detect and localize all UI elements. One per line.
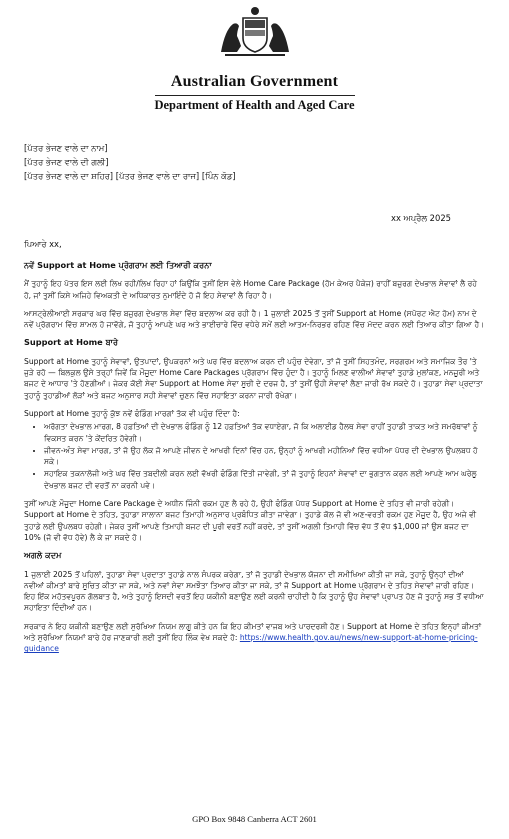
coat-of-arms-icon — [215, 6, 295, 56]
list-item: • ਸਹਾਇਕ ਤਕਨਾਲੋਜੀ ਅਤੇ ਘਰ ਵਿੱਚ ਤਬਦੀਲੀ ਕਰਨ ਲਈ ਵੱਖਰੀ ਫੰਡਿੰਗ ਦਿੱਤੀ ਜਾਵੇਗੀ, ਤਾਂ ਜੋ ਤੁਹਾਨੂੰ ਇਹਨਾਂ ਸੇਵਾਵਾਂ ਦਾ ਭੁਗਤਾਨ ਕਰਨ ਲਈ ਆਪਣੇ ਆਮ ਘਰੇਲੂ ਦੇਖਭਾਲ ਬਜਟ ਦੀ ਵਰਤੋਂ ਨਾ ਕਰਨੀ ਪਵੇ। — [44, 468, 486, 491]
letter-body — [24, 260, 486, 655]
list-item: • ਅਰੋਗਤਾ ਦੇਖਭਾਲ ਮਾਰਗ, 8 ਹਫ਼ਤਿਆਂ ਦੀ ਦੇਖਭਾਲ ਫੰਡਿੰਗ ਨੂੰ 12 ਹਫ਼ਤਿਆਂ ਤੱਕ ਵਧਾਏਗਾ, ਜੋ ਕਿ ਅਲਾਈਡ ਹੈਲਥ ਸੇਵਾ ਰਾਹੀਂ ਤੁਹਾਡੀ ਤਾਕਤ ਅਤੇ ਸਮਰੱਥਾਵਾਂ ਨੂੰ ਵਿਕਸਤ ਕਰਨ 'ਤੇ ਕੇਂਦਰਿਤ ਹੋਵੇਗੀ। — [44, 421, 486, 444]
funding-pathways-list — [24, 421, 486, 491]
section-heading-about: Support at Home ਬਾਰੇ — [24, 337, 119, 348]
letterhead-rule — [155, 95, 355, 96]
paragraph: Support at Home ਤੁਹਾਨੂੰ ਕੁੱਝ ਨਵੇਂ ਫੰਡਿੰਗ ਮਾਰਗਾਂ ਤੱਕ ਵੀ ਪਹੁੰਚ ਦਿੰਦਾ ਹੈ: — [24, 408, 240, 418]
address-line: [ਪੱਤਰ ਭੇਜਣ ਵਾਲੇ ਦਾ ਸ਼ਹਿਰ] [ਪੱਤਰ ਭੇਜਣ ਵਾਲੇ ਦਾ ਰਾਜ] [ਪਿੰਨ ਕੋਡ] — [24, 171, 236, 181]
paragraph: ਮੈਂ ਤੁਹਾਨੂੰ ਇਹ ਪੱਤਰ ਇਸ ਲਈ ਲਿਖ ਰਹੀ/ਲਿਖ ਰਿਹਾ ਹਾਂ ਕਿਉਂਕਿ ਤੁਸੀਂ ਇਸ ਵੇਲੇ Home Care Package (ਹੋਮ ਕੇਅਰ ਪੈਕੇਜ) ਰਾਹੀਂ ਬਜ਼ੁਰਗ ਦੇਖਭਾਲ ਸੇਵਾਵਾਂ ਲੈ ਰਹੇ ਹੋ, ਜਾਂ ਤੁਸੀਂ ਕਿਸੇ ਅਜਿਹੇ ਵਿਅਕਤੀ ਦੇ ਅਧਿਕਾਰਤ ਨੁਮਾਇੰਦੇ ਹੋ ਜੋ ਇਹ ਸੇਵਾਵਾਂ ਲੈ ਰਿਹਾ ਹੈ। — [24, 279, 478, 300]
recipient-address — [24, 141, 236, 183]
department-name: Department of Health and Aged Care — [154, 98, 355, 112]
letter-title: ਨਵੇਂ Support at Home ਪ੍ਰੋਗਰਾਮ ਲਈ ਤਿਆਰੀ ਕਰਨਾ — [24, 260, 212, 270]
paragraph — [24, 621, 486, 655]
address-line: [ਪੱਤਰ ਭੇਜਣ ਵਾਲੇ ਦੀ ਗਲੀ] — [24, 157, 109, 167]
paragraph: Support at Home ਤੁਹਾਨੂੰ ਸੇਵਾਵਾਂ, ਉਤਪਾਦਾਂ, ਉਪਕਰਨਾਂ ਅਤੇ ਘਰ ਵਿੱਚ ਬਦਲਾਅ ਕਰਨ ਦੀ ਪਹੁੰਚ ਦੇਵੇਗਾ, ਤਾਂ ਜੋ ਤੁਸੀਂ ਸਿਹਤਮੰਦ, ਸਰਗਰਮ ਅਤੇ ਸਮਾਜਿਕ ਤੌਰ 'ਤੇ ਜੁੜੇ ਰਹੋ — ਬਿਲਕੁਲ ਉਸੇ ਤਰ੍ਹਾਂ ਜਿਵੇਂ ਕਿ ਮੌਜੂਦਾ Home Care Packages ਪ੍ਰੋਗਰਾਮ ਵਿੱਚ ਹੁੰਦਾ ਹੈ। ਤੁਹਾਨੂੰ ਮਿਲਣ ਵਾਲੀਆਂ ਸੇਵਾਵਾਂ ਤੁਹਾਡੇ ਮੁਲਾਂਕਣ, ਮਨਜ਼ੂਰੀ ਅਤੇ ਬਜਟ ਦੇ ਆਧਾਰ 'ਤੇ ਹੋਣਗੀਆਂ। ਜੇਕਰ ਕੋਈ ਸੇਵਾ Support at Home ਸੇਵਾ ਸੂਚੀ ਦੇ ਦਰਜ ਹੈ, ਤਾਂ ਤੁਸੀਂ ਉਹੀ ਸੇਵਾਵਾਂ ਲੈਣਾ ਜਾਰੀ ਰੱਖ ਸਕਦੇ ਹੋ। ਤੁਹਾਡਾ ਸੇਵਾ ਪ੍ਰਦਾਤਾ ਤੁਹਾਨੂੰ ਤੁਹਾਡੀਆਂ ਲੋੜਾਂ ਅਤੇ ਬਜਟ ਅਨੁਸਾਰ ਸਹੀ ਸੇਵਾਵਾਂ ਚੁਣਨ ਵਿੱਚ ਸਹਾਇਤਾ ਕਰਨਾ ਜਾਰੀ ਰੱਖੇਗਾ। — [24, 356, 483, 400]
government-name: Australian Government — [170, 73, 339, 90]
pricing-guidance-link[interactable]: https://www.health.gov.au/news/new-support-at-home-pricing-guidance — [24, 633, 478, 654]
section-heading-next: ਅਗਲੇ ਕਦਮ — [24, 550, 62, 561]
paragraph: ਆਸਟ੍ਰੇਲੀਆਈ ਸਰਕਾਰ ਘਰ ਵਿੱਚ ਬਜ਼ੁਰਗ ਦੇਖਭਾਲ ਸੇਵਾ ਵਿੱਚ ਬਦਲਾਅ ਕਰ ਰਹੀ ਹੈ। 1 ਜੁਲਾਈ 2025 ਤੋਂ ਤੁਸੀਂ Support at Home (ਸਪੋਰਟ ਐਟ ਹੋਮ) ਨਾਮ ਦੇ ਨਵੇਂ ਪ੍ਰੋਗਰਾਮ ਵਿੱਚ ਸ਼ਾਮਲ ਹੋ ਜਾਵੋਗੇ, ਜੋ ਤੁਹਾਨੂੰ ਆਪਣੇ ਘਰ ਅਤੇ ਭਾਈਚਾਰੇ ਵਿੱਚ ਵਧੇਰੇ ਸਮੇਂ ਲਈ ਆਤਮ-ਨਿਰਭਰ ਰਹਿਣ ਵਿੱਚ ਮੱਦਦ ਕਰਨ ਲਈ ਤਿਆਰ ਕੀਤਾ ਗਿਆ ਹੈ। — [24, 308, 485, 330]
letter-date: xx ਅਪ੍ਰੈਲ 2025 — [390, 213, 451, 223]
paragraph: ਤੁਸੀਂ ਆਪਣੇ ਮੌਜੂਦਾ Home Care Package ਦੇ ਅਧੀਨ ਜਿੰਨੀ ਰਕਮ ਹੁਣ ਲੈ ਰਹੇ ਹੋ, ਉਹੀ ਫੰਡਿੰਗ ਪੱਧਰ Support at Home ਦੇ ਤਹਿਤ ਵੀ ਜਾਰੀ ਰਹੇਗੀ। Support at Home ਦੇ ਤਹਿਤ, ਤੁਹਾਡਾ ਸਾਲਾਨਾ ਬਜਟ ਤਿਮਾਹੀ ਅਨੁਸਾਰ ਪ੍ਰਬੰਧਿਤ ਕੀਤਾ ਜਾਵੇਗਾ। ਤੁਹਾਡੇ ਕੋਲ ਜੋ ਵੀ ਅਣ-ਵਰਤੀ ਰਕਮ ਹੁਣ ਮੌਜੂਦ ਹੈ, ਉਹ ਅਜੇ ਵੀ ਤੁਹਾਡੇ ਲਈ ਉਪਲਬਧ ਰਹੇਗੀ। ਜੇਕਰ ਤੁਸੀਂ ਆਪਣੇ ਤਿਮਾਹੀ ਬਜਟ ਦੀ ਪੂਰੀ ਵਰਤੋਂ ਨਹੀਂ ਕਰਦੇ, ਤਾਂ ਤੁਸੀਂ ਅਗਲੀ ਤਿਮਾਹੀ ਵਿੱਚ ਵੱਧ ਤੋਂ ਵੱਧ $1,000 ਜਾਂ ਉਸ ਬਜਟ ਦਾ 10% (ਜੋ ਵੀ ਵੱਧ ਹੋਵੇ) ਲੈ ਕੇ ਜਾ ਸਕਦੇ ਹੋ। — [24, 499, 477, 542]
footer-address: GPO Box 9848 Canberra ACT 2601 — [192, 814, 317, 824]
salutation: ਪਿਆਰੇ xx, — [24, 239, 62, 249]
address-line: [ਪੱਤਰ ਭੇਜਣ ਵਾਲੇ ਦਾ ਨਾਮ] — [24, 143, 108, 153]
list-item: • ਜੀਵਨ-ਅੰਤ ਸੇਵਾ ਮਾਰਗ, ਤਾਂ ਜੋ ਉਹ ਲੋਕ ਜੋ ਆਪਣੇ ਜੀਵਨ ਦੇ ਆਖਰੀ ਦਿਨਾਂ ਵਿੱਚ ਹਨ, ਉਨ੍ਹਾਂ ਨੂੰ ਆਖਰੀ ਮਹੀਨਿਆਂ ਵਿੱਚ ਵਧੀਆ ਪੱਧਰ ਦੀ ਦੇਖਭਾਲ ਉਪਲਬਧ ਹੋ ਸਕੇ। — [44, 445, 486, 468]
paragraph: 1 ਜੁਲਾਈ 2025 ਤੋਂ ਪਹਿਲਾਂ, ਤੁਹਾਡਾ ਸੇਵਾ ਪ੍ਰਦਾਤਾ ਤੁਹਾਡੇ ਨਾਲ ਸੰਪਰਕ ਕਰੇਗਾ, ਤਾਂ ਜੋ ਤੁਹਾਡੀ ਦੇਖਭਾਲ ਯੋਜਨਾ ਦੀ ਸਮੀਖਿਆ ਕੀਤੀ ਜਾ ਸਕੇ, ਤੁਹਾਨੂੰ ਉਨ੍ਹਾਂ ਦੀਆਂ ਨਵੀਆਂ ਕੀਮਤਾਂ ਬਾਰੇ ਸੂਚਿਤ ਕੀਤਾ ਜਾ ਸਕੇ, ਅਤੇ ਨਵਾਂ ਸੇਵਾ ਸਮਝੌਤਾ ਤਿਆਰ ਕੀਤਾ ਜਾ ਸਕੇ, ਤਾਂ ਜੋ Support at Home ਪ੍ਰੋਗਰਾਮ ਦੇ ਤਹਿਤ ਸੇਵਾਵਾਂ ਜਾਰੀ ਰਹਿਣ। ਇਹ ਇੱਕ ਮਹੱਤਵਪੂਰਨ ਗੱਲਬਾਤ ਹੈ, ਅਤੇ ਤੁਹਾਨੂੰ ਇਸਦੀ ਵਰਤੋਂ ਇਹ ਯਕੀਨੀ ਬਣਾਉਣ ਲਈ ਕਰਨੀ ਚਾਹੀਦੀ ਹੈ ਕਿ ਤੁਹਾਨੂੰ ਉਹ ਸੇਵਾਵਾਂ ਪ੍ਰਾਪਤ ਹੋਣ ਜੋ ਤੁਹਾਨੂੰ ਸਭ ਤੋਂ ਵਧੀਆ ਸਹਾਇਤਾ ਦਿੰਦੀਆਂ ਹਨ। — [24, 569, 484, 613]
paragraph-text: ਸਰਕਾਰ ਨੇ ਇਹ ਯਕੀਨੀ ਬਣਾਉਣ ਲਈ ਸੁਰੱਖਿਆ ਨਿਯਮ ਲਾਗੂ ਕੀਤੇ ਹਨ ਕਿ ਇਹ ਕੀਮਤਾਂ ਵਾਜਬ ਅਤੇ ਪਾਰਦਰਸ਼ੀ ਹੋਣ। Support at Home ਦੇ ਤਹਿਤ ਇਨ੍ਹਾਂ ਕੀਮਤਾਂ ਅਤੇ ਸੁਰੱਖਿਆ ਨਿਯਮਾਂ ਬਾਰੇ ਹੋਰ ਜਾਣਕਾਰੀ ਲਈ ਤੁਸੀਂ ਇਹ ਲਿੰਕ ਵੇਖ ਸਕਦੇ ਹੋ: — [24, 621, 482, 643]
